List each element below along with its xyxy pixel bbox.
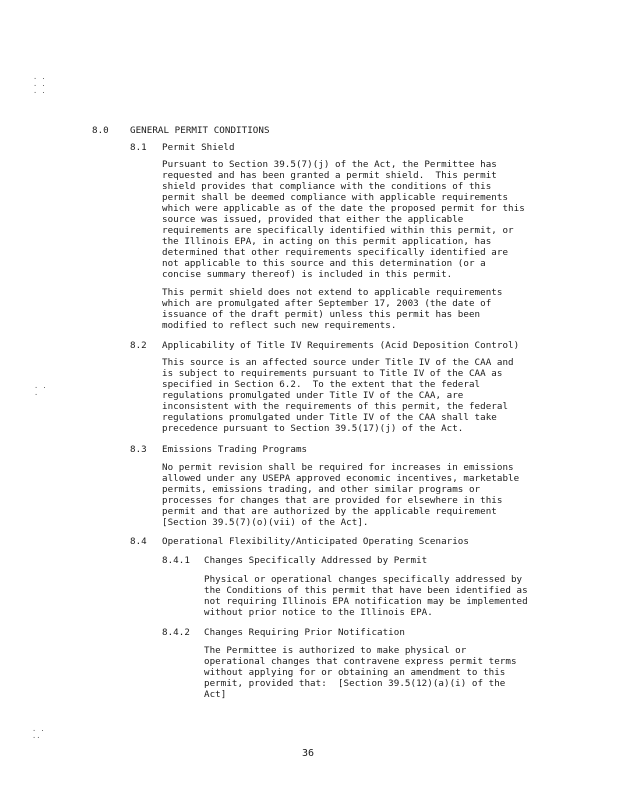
- paragraph-line: the Illinois EPA, in acting on this permit application, has: [162, 236, 492, 247]
- paragraph-line: processes for changes that are provided for elsewhere in this: [162, 495, 503, 506]
- item-number: 8.4.2: [162, 627, 190, 638]
- paragraph-line: issuance of the draft permit) unless this permit has been: [162, 309, 481, 320]
- paragraph-line: permit shall be deemed compliance with applicable requirements: [162, 192, 509, 203]
- subsection-title: Permit Shield: [162, 142, 235, 153]
- scan-speck: . . . . . .: [33, 73, 46, 95]
- paragraph-line: determined that other requirements specifically identified are: [162, 247, 509, 258]
- section-number: 8.0: [92, 125, 109, 136]
- paragraph-line: No permit revision shall be required for increases in emissions: [162, 462, 514, 473]
- paragraph-line: modified to reflect such new requirements.: [162, 320, 397, 331]
- paragraph-line: not requiring Illinois EPA notification may be implemented: [204, 596, 528, 607]
- paragraph-line: operational changes that contravene express permit terms: [204, 656, 517, 667]
- paragraph-line: The Permittee is authorized to make physical or: [204, 645, 467, 656]
- paragraph-line: allowed under any USEPA approved economic incentives, marketable: [162, 473, 520, 484]
- subsection-number: 8.3: [130, 444, 147, 455]
- paragraph-line: source was issued, provided that either the applicable: [162, 214, 464, 225]
- subsection-number: 8.1: [130, 142, 147, 153]
- paragraph-line: specified in Section 6.2. To the extent that the federal: [162, 379, 481, 390]
- paragraph-line: requested and has been granted a permit shield. This permit: [162, 170, 497, 181]
- subsection-title: Emissions Trading Programs: [162, 444, 308, 455]
- scan-speck: . . .: [34, 382, 47, 397]
- subsection-title: Operational Flexibility/Anticipated Operating Scenarios: [162, 536, 469, 547]
- paragraph-line: regulations promulgated under Title IV of the CAA shall take: [162, 412, 497, 423]
- paragraph-line: shield provides that compliance with the conditions of this: [162, 181, 492, 192]
- item-title: Changes Specifically Addressed by Permit: [204, 555, 428, 566]
- paragraph-line: without applying for or obtaining an amendment to this: [204, 667, 506, 678]
- paragraph-line: which are promulgated after September 17, 2003 (the date of: [162, 298, 492, 309]
- paragraph-line: [Section 39.5(7)(o)(vii) of the Act].: [162, 517, 369, 528]
- paragraph-line: inconsistent with the requirements of this permit, the federal: [162, 401, 509, 412]
- paragraph-line: not applicable to this source and this determination (or a: [162, 258, 486, 269]
- subsection-number: 8.4: [130, 536, 147, 547]
- paragraph-line: This permit shield does not extend to applicable requirements: [162, 287, 503, 298]
- subsection-number: 8.2: [130, 340, 147, 351]
- paragraph-line: is subject to requirements pursuant to Title IV of the CAA as: [162, 368, 503, 379]
- item-number: 8.4.1: [162, 555, 190, 566]
- subsection-title: Applicability of Title IV Requirements (Acid Deposition Control): [162, 340, 520, 351]
- paragraph-line: This source is an affected source under Title IV of the CAA and: [162, 357, 514, 368]
- paragraph-line: Act]: [204, 689, 227, 700]
- paragraph-line: permit and that are authorized by the applicable requirement: [162, 506, 497, 517]
- page-number: 36: [302, 748, 315, 759]
- item-title: Changes Requiring Prior Notification: [204, 627, 405, 638]
- paragraph-line: precedence pursuant to Section 39.5(17)(j) of the Act.: [162, 423, 464, 434]
- section-title: GENERAL PERMIT CONDITIONS: [130, 125, 270, 136]
- paragraph-line: concise summary thereof) is included in this permit.: [162, 269, 453, 280]
- paragraph-line: which were applicable as of the date the proposed permit for this: [162, 203, 525, 214]
- paragraph-line: the Conditions of this permit that have been identified as: [204, 585, 528, 596]
- paragraph-line: without prior notice to the Illinois EPA.: [204, 607, 433, 618]
- paragraph-line: permit, provided that: [Section 39.5(12)(a)(i) of the: [204, 678, 506, 689]
- paragraph-line: Pursuant to Section 39.5(7)(j) of the Act, the Permittee has: [162, 159, 497, 170]
- scan-speck: . . ..: [32, 725, 45, 740]
- paragraph-line: permits, emissions trading, and other similar programs or: [162, 484, 481, 495]
- paragraph-line: Physical or operational changes specifically addressed by: [204, 574, 523, 585]
- paragraph-line: regulations promulgated under Title IV of the CAA, are: [162, 390, 464, 401]
- paragraph-line: requirements are specifically identified within this permit, or: [162, 225, 514, 236]
